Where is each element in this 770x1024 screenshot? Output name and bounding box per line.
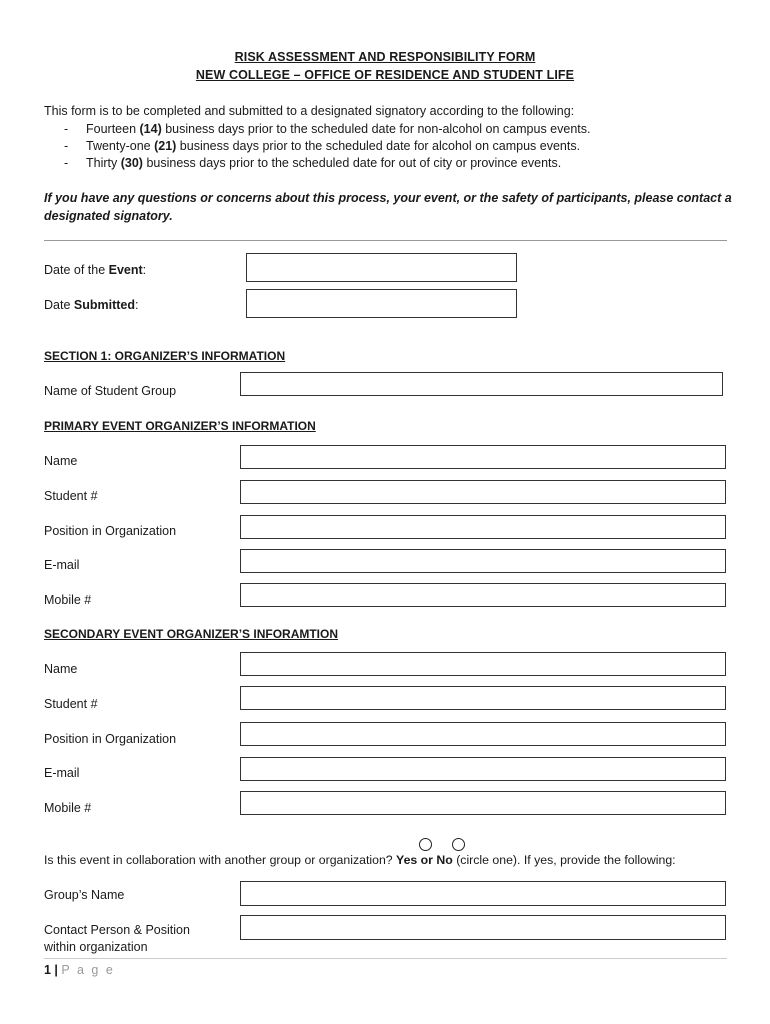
student-group-field[interactable] [240, 372, 723, 396]
event-date-label [44, 262, 146, 278]
event-date-field[interactable] [246, 253, 517, 282]
primary-name-label: Name [44, 454, 78, 468]
intro-item-2 [64, 138, 580, 154]
page-separator: | [50, 963, 62, 977]
bullet-dash: - [64, 122, 69, 136]
contact-person-label-line-1: Contact Person & Position [44, 923, 190, 937]
label-bold: Submitted [73, 298, 135, 312]
group-name-field[interactable] [240, 881, 726, 906]
section-1-heading: SECTION 1: ORGANIZER’S INFORMATION [44, 349, 286, 363]
primary-position-label: Position in Organization [44, 524, 177, 538]
label-text: : [142, 263, 147, 277]
primary-email-field[interactable] [240, 549, 726, 573]
intro-item-1 [64, 121, 590, 137]
primary-email-label: E-mail [44, 558, 80, 572]
label-text: Date of the [44, 263, 109, 277]
submitted-date-label [44, 297, 138, 313]
item-text: Thirty [86, 156, 121, 170]
secondary-student-number-label: Student # [44, 697, 98, 711]
no-radio[interactable] [452, 838, 465, 851]
collaboration-question [44, 852, 676, 868]
yes-or-no-text: Yes or No [396, 853, 453, 867]
item-text: Twenty-one [86, 139, 155, 153]
page-number: 1 [44, 963, 51, 977]
divider [44, 240, 727, 241]
primary-student-number-label: Student # [44, 489, 98, 503]
student-group-label: Name of Student Group [44, 384, 177, 398]
form-subtitle: NEW COLLEGE – OFFICE OF RESIDENCE AND STUDENT LIFE [195, 68, 575, 82]
item-text: business days prior to the scheduled date for alcohol on campus events. [176, 139, 581, 153]
item-number: (21) [154, 139, 177, 153]
page-footer [44, 962, 115, 978]
primary-organizer-heading: PRIMARY EVENT ORGANIZER’S INFORMATION [44, 419, 316, 433]
form-title: RISK ASSESSMENT AND RESPONSIBILITY FORM [234, 50, 536, 64]
contact-person-field[interactable] [240, 915, 726, 940]
item-text: business days prior to the scheduled date for out of city or province events. [142, 156, 562, 170]
item-number: (30) [120, 156, 143, 170]
intro-lead: This form is to be completed and submitted to a designated signatory according to the following: [44, 104, 575, 118]
question-text: (circle one). If yes, provide the following: [452, 853, 676, 867]
secondary-email-field[interactable] [240, 757, 726, 781]
primary-student-number-field[interactable] [240, 480, 726, 504]
group-name-label: Group’s Name [44, 888, 125, 902]
submitted-date-field[interactable] [246, 289, 517, 318]
intro-item-3 [64, 155, 561, 171]
page-word: P a g e [61, 963, 115, 977]
bullet-dash: - [64, 156, 69, 170]
secondary-organizer-heading: SECONDARY EVENT ORGANIZER’S INFORAMTION [44, 627, 339, 641]
footer-divider [44, 958, 727, 959]
contact-note-line-2: designated signatory. [44, 209, 173, 223]
item-text: Fourteen [86, 122, 140, 136]
contact-person-label-line-2: within organization [44, 940, 148, 954]
secondary-student-number-field[interactable] [240, 686, 726, 710]
secondary-name-label: Name [44, 662, 78, 676]
primary-mobile-field[interactable] [240, 583, 726, 607]
bullet-dash: - [64, 139, 69, 153]
secondary-email-label: E-mail [44, 766, 80, 780]
label-bold: Event [108, 263, 143, 277]
primary-name-field[interactable] [240, 445, 726, 469]
yes-radio[interactable] [419, 838, 432, 851]
secondary-position-label: Position in Organization [44, 732, 177, 746]
primary-mobile-label: Mobile # [44, 593, 92, 607]
secondary-position-field[interactable] [240, 722, 726, 746]
secondary-name-field[interactable] [240, 652, 726, 676]
secondary-mobile-label: Mobile # [44, 801, 92, 815]
item-text: business days prior to the scheduled date for non-alcohol on campus events. [161, 122, 591, 136]
secondary-mobile-field[interactable] [240, 791, 726, 815]
item-number: (14) [139, 122, 162, 136]
primary-position-field[interactable] [240, 515, 726, 539]
question-text: Is this event in collaboration with another group or organization? [44, 853, 397, 867]
label-text: Date [44, 298, 74, 312]
contact-note-line-1: If you have any questions or concerns about this process, your event, or the safety of participants, please contact a [44, 191, 732, 205]
label-text: : [135, 298, 139, 312]
